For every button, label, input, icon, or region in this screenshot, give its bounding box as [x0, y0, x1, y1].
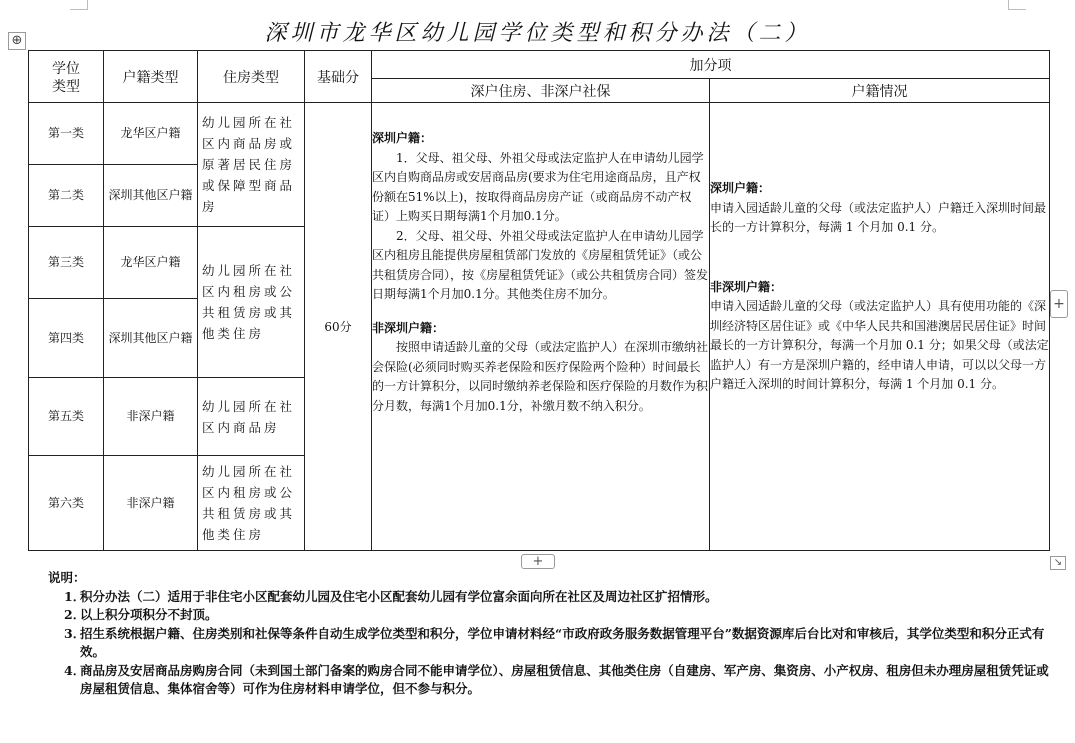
housing-group-4: 幼儿园所在社区内租房或公共租赁房或其他类住房 — [198, 456, 305, 551]
header-bonus-housing: 深户住房、非深户社保 — [372, 79, 710, 103]
note-text: 招生系统根据户籍、住房类别和社保等条件自动生成学位类型和积分，学位申请材料经“市政府政务服务数据管理平台”数据资源库后台比对和审核后，其学位类型和积分正式有效。 — [80, 625, 1045, 659]
bonus-hukou-sz-heading: 深圳户籍： — [710, 181, 771, 195]
row-hukou-3: 龙华区户籍 — [104, 227, 198, 299]
note-number: 1． — [64, 588, 86, 604]
base-score: 60分 — [305, 103, 372, 551]
bonus-housing-cell — [372, 103, 710, 551]
row-hukou-2: 深圳其他区户籍 — [104, 165, 198, 227]
note-number: 2． — [64, 607, 86, 622]
note-text: 积分办法（二）适用于非住宅小区配套幼儿园及住宅小区配套幼儿园有学位富余面向所在社区及周边社区扩招情形。 — [80, 588, 718, 604]
housing-group-2: 幼儿园所在社区内租房或公共租赁房或其他类住房 — [198, 227, 305, 378]
row-hukou-6: 非深户籍 — [104, 456, 198, 551]
header-bonus: 加分项 — [372, 51, 1050, 79]
header-hukou-type: 户籍类型 — [104, 51, 198, 103]
note-item — [64, 606, 1060, 625]
bonus-hukou-nonsz-p1: 申请入园适龄儿童的父母（或法定监护人）具有使用功能的《深圳经济特区居住证》或《中华人民共和国港澳居民居住证》时间最长的一方计算积分，每满一个月加 0.1 分；如果父母（或法定监护人）有一方是深圳户籍的，经申请人申请，可以以父母一方户籍迁入深圳的时间计算积分，每满 1 个月加 0.1 分。 — [710, 299, 1049, 391]
page-corner-mark — [1008, 0, 1026, 10]
note-item — [64, 588, 1060, 607]
bonus-housing-sz-p1: 1．父母、祖父母、外祖父母或法定监护人在申请幼儿园学区内自购商品房或安居商品房(要求为住宅用途商品房，且产权份额在51%以上)，按取得商品房房产证（或商品房不动产权证）上购买日期每满1个月加0.1分。 — [372, 150, 704, 223]
row-type-2: 第二类 — [29, 165, 104, 227]
notes-heading: 说明： — [48, 570, 86, 585]
row-type-1: 第一类 — [29, 103, 104, 165]
header-bonus-hukou: 户籍情况 — [710, 79, 1050, 103]
document-title: 深圳市龙华区幼儿园学位类型和积分办法（二） — [264, 21, 811, 46]
row-hukou-5: 非深户籍 — [104, 378, 198, 456]
row-type-4: 第四类 — [29, 299, 104, 378]
notes-section — [50, 569, 1060, 699]
bonus-housing-nonsz-heading: 非深圳户籍： — [372, 320, 445, 335]
bonus-housing-sz-p2: 2．父母、祖父母、外祖父母或法定监护人在申请幼儿园学区内租房且能提供房屋租赁部门发放的《房屋租赁凭证》（或公共租赁房合同），按《房屋租赁凭证》（或公共租赁房合同）签发日期每满1个月加0.1分。其他类住房不加分。 — [372, 228, 709, 301]
note-item — [64, 625, 1060, 662]
admission-score-table — [28, 50, 1050, 551]
page-corner-mark — [70, 0, 88, 10]
row-hukou-1: 龙华区户籍 — [104, 103, 198, 165]
bonus-hukou-sz-p1: 申请入园适龄儿童的父母（或法定监护人）户籍迁入深圳时间最长的一方计算积分，每满 1 个月加 0.1 分。 — [710, 200, 1047, 234]
header-degree-type: 学位 类型 — [29, 51, 104, 103]
note-item — [64, 662, 1060, 699]
table-move-icon[interactable]: ⊕ — [8, 32, 26, 50]
table-resize-icon[interactable]: ↘ — [1050, 556, 1066, 570]
add-column-button[interactable]: + — [1050, 290, 1068, 318]
add-row-button[interactable]: + — [521, 554, 555, 569]
row-type-3: 第三类 — [29, 227, 104, 299]
housing-group-3: 幼儿园所在社区内商品房 — [198, 378, 305, 456]
row-type-5: 第五类 — [29, 378, 104, 456]
note-number: 3． — [64, 625, 86, 641]
note-text: 商品房及安居商品房购房合同（未到国土部门备案的购房合同不能申请学位）、房屋租赁信息、其他类住房（自建房、军产房、集资房、小产权房、租房但未办理房屋租赁凭证或房屋租赁信息、集体宿舍等）可作为住房材料申请学位，但不参与积分。 — [80, 662, 1049, 696]
housing-group-1: 幼儿园所在社区内商品房或原著居民住房或保障型商品房 — [198, 103, 305, 227]
row-type-6: 第六类 — [29, 456, 104, 551]
header-base-score: 基础分 — [305, 51, 372, 103]
bonus-housing-sz-heading: 深圳户籍： — [372, 131, 433, 145]
bonus-housing-nonsz-p1: 按照申请适龄儿童的父母（或法定监护人）在深圳市缴纳社会保险(必须同时购买养老保险和医疗保险两个险种）时间最长的一方计算积分，以同时缴纳养老保险和医疗保险的月数作为积分月数，每满1个月加0.1分，补缴月数不纳入积分。 — [372, 340, 709, 413]
header-housing-type: 住房类型 — [198, 51, 305, 103]
note-number: 4． — [64, 662, 86, 678]
row-hukou-4: 深圳其他区户籍 — [104, 299, 198, 378]
note-text: 以上积分项积分不封顶。 — [80, 607, 218, 622]
bonus-hukou-nonsz-heading: 非深圳户籍： — [710, 279, 783, 294]
bonus-hukou-cell — [710, 103, 1050, 551]
